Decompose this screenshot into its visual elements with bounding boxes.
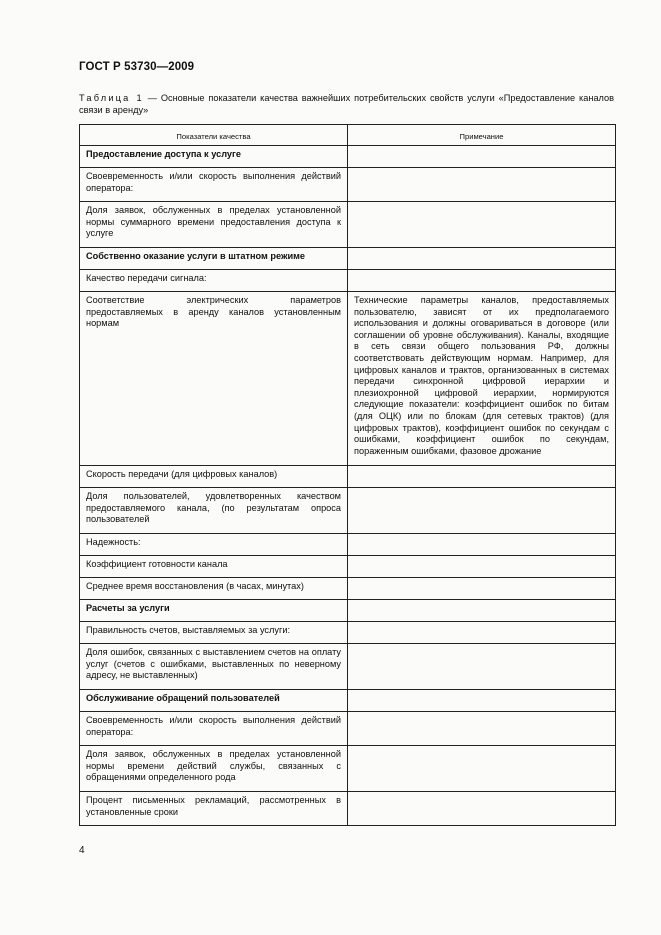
indicator-cell: Надежность: [80, 534, 348, 556]
table-row [80, 488, 616, 534]
table-row [80, 622, 616, 644]
note-cell [348, 202, 616, 248]
note-cell [348, 248, 616, 270]
table-row [80, 792, 616, 826]
note-cell [348, 534, 616, 556]
indicator-cell: Скорость передачи (для цифровых каналов) [80, 466, 348, 488]
note-cell [348, 644, 616, 690]
note-cell [348, 712, 616, 746]
table-row [80, 466, 616, 488]
table-caption-label: Таблица 1 [79, 93, 144, 103]
column-header-indicators: Показатели качества [80, 125, 348, 146]
section-service-provision: Собственно оказание услуги в штатном режиме [80, 248, 348, 270]
quality-indicators-table [79, 124, 616, 826]
note-cell [348, 168, 616, 202]
table-row [80, 556, 616, 578]
section-access: Предоставление доступа к услуге [80, 146, 348, 168]
table-caption-text: — Основные показатели качества важнейших потребительских свойств услуги «Предоставление каналов связи в аренду» [79, 93, 615, 115]
note-cell: Технические параметры каналов, предоставляемых пользователю, зависят от их предполагаемого использования и должны оговариваться в договоре (или соглашении об уровне обслуживания). Каналы, входящие в сеть связи общего пользования РФ, должны соответствовать действующим нормам. Например, для цифровых каналов и трактов, организованных в системах передачи синхронной цифровой иерархии и плезиохронной цифровой иерархии, нормируются следующие показатели: коэффициент ошибок по битам (для ОЦК) или по блокам (для сетевых трактов) (для цифровых трактов), коэффициент ошибок по секундам с ошибками, коэффициент ошибок по секундам, пораженным ошибками, фазовое дрожание [348, 292, 616, 466]
section-billing: Расчеты за услуги [80, 600, 348, 622]
standard-designation: ГОСТ Р 53730—2009 [79, 61, 195, 73]
note-cell [348, 270, 616, 292]
indicator-cell: Доля заявок, обслуженных в пределах установленной нормы времени действий службы, связанных с обращениями определенного рода [80, 746, 348, 792]
indicator-cell: Соответствие электрических параметров предоставляемых в аренду каналов установленным нормам [80, 292, 348, 466]
section-user-requests: Обслуживание обращений пользователей [80, 690, 348, 712]
table-row [80, 168, 616, 202]
table-row [80, 534, 616, 556]
note-cell [348, 556, 616, 578]
table-row [80, 644, 616, 690]
indicator-cell: Коэффициент готовности канала [80, 556, 348, 578]
indicator-cell: Правильность счетов, выставляемых за услуги: [80, 622, 348, 644]
indicator-cell: Своевременность и/или скорость выполнения действий оператора: [80, 712, 348, 746]
note-cell [348, 488, 616, 534]
note-cell [348, 600, 616, 622]
table-row [80, 600, 616, 622]
indicator-cell: Качество передачи сигнала: [80, 270, 348, 292]
indicator-cell: Доля ошибок, связанных с выставлением счетов на оплату услуг (счетов с ошибками, выставленных по неверному адресу, не выставленных) [80, 644, 348, 690]
indicator-cell: Своевременность и/или скорость выполнения действий оператора: [80, 168, 348, 202]
table-row [80, 146, 616, 168]
table-row [80, 712, 616, 746]
indicator-cell: Доля пользователей, удовлетворенных качеством предоставляемого канала, (по результатам опроса пользователей [80, 488, 348, 534]
table-row [80, 746, 616, 792]
indicator-cell: Процент письменных рекламаций, рассмотренных в установленные сроки [80, 792, 348, 826]
note-cell [348, 578, 616, 600]
table-row [80, 248, 616, 270]
indicator-cell: Доля заявок, обслуженных в пределах установленной нормы суммарного времени предоставления доступа к услуге [80, 202, 348, 248]
table-row [80, 690, 616, 712]
note-cell [348, 622, 616, 644]
table-header-row [80, 125, 616, 146]
note-cell [348, 792, 616, 826]
table-caption [79, 92, 614, 116]
page-number: 4 [79, 845, 85, 856]
column-header-note: Примечание [348, 125, 616, 146]
note-cell [348, 746, 616, 792]
table-row [80, 270, 616, 292]
table-row [80, 202, 616, 248]
table-row [80, 292, 616, 466]
table-row [80, 578, 616, 600]
note-cell [348, 690, 616, 712]
note-cell [348, 466, 616, 488]
note-cell [348, 146, 616, 168]
indicator-cell: Среднее время восстановления (в часах, минутах) [80, 578, 348, 600]
